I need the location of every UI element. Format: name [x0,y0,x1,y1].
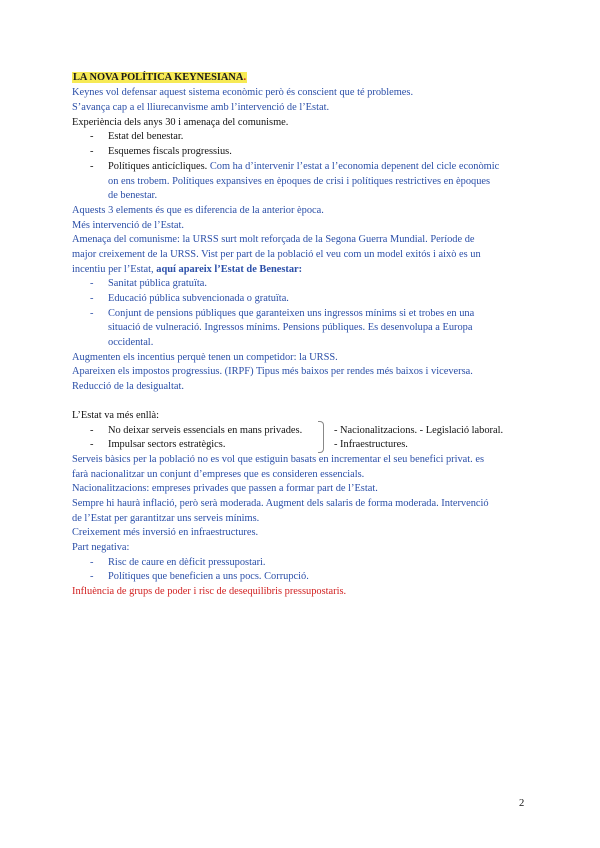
section-title [72,71,247,86]
paragraph-line: Serveis bàsics per la població no es vol que estiguin basats en incrementar el seu benefici privat. es [72,454,485,465]
list-item: No deixar serveis essencials en mans privades. [108,425,303,436]
list-item-continuation: situació de vulneració. Ingressos mínims. Pensions públiques. Es desenvolupa a Europa [108,322,473,333]
bullet-dash: - [90,439,94,450]
paragraph-line: L’Estat va més enllà: [72,410,160,421]
list-item: Risc de caure en dèficit pressupostari. [108,557,266,568]
paragraph-line: farà nacionalitzar un conjunt d’empreses que es consideren essencials. [72,469,365,480]
paragraph-line: Keynes vol defensar aquest sistema econòmic però és conscient que té problemes. [72,87,414,98]
paragraph-line: Experiència dels anys 30 i amenaça del comunisme. [72,117,289,128]
list-item: Polítiques que beneficien a uns pocs. Corrupció. [108,571,309,582]
title-dot: . [243,72,247,83]
list-item [108,160,499,175]
list-item: Sanitat pública gratuïta. [108,278,207,289]
paragraph-line: S’avança cap a el lliurecanvisme amb l’intervenció de l’Estat. [72,102,330,113]
paragraph-line: Aquests 3 elements és que es diferencia de la anterior època. [72,205,324,216]
paragraph-line [72,263,302,278]
list-item: Esquemes fiscals progressius. [108,146,232,157]
paragraph-line: Sempre hi haurà inflació, però serà moderada. Augment dels salaris de forma moderada. Intervenció [72,498,489,509]
bullet-dash: - [90,571,94,582]
page-number: 2 [519,798,525,809]
list-item-continuation: de benestar. [108,190,158,201]
title-text: LA NOVA POLÍTICA KEYNESIANA [73,72,244,83]
list-item: Impulsar sectors estratègics. [108,439,226,450]
brace-connector [318,421,324,453]
paragraph-line: de l’Estat per garantitzar uns serveis mínims. [72,513,260,524]
list-item: Educació pública subvencionada o gratuïta. [108,293,289,304]
list-item-right: - Nacionalitzacions. - Legislació laboral. [334,425,504,436]
paragraph-line: major creixement de la URSS. Vist per part de la població el veu com un model exitós i això es un [72,249,481,260]
paragraph-line: Més intervenció de l’Estat. [72,220,184,231]
list-item-text: Com ha d’intervenir l’estat a l’economia depenent del cicle econòmic [207,161,500,172]
bullet-dash: - [90,293,94,304]
list-item-continuation: occidental. [108,337,154,348]
paragraph-line: Creixement més inversió en infraestructures. [72,527,259,538]
bullet-dash: - [90,425,94,436]
list-item: Estat del benestar. [108,131,184,142]
paragraph-line: Nacionalitzacions: empreses privades que passen a formar part de l’Estat. [72,483,378,494]
paragraph-line: Augmenten els incentius perquè tenen un competidor: la URSS. [72,352,338,363]
paragraph-line: Reducció de la desigualtat. [72,381,184,392]
bullet-dash: - [90,308,94,319]
bullet-dash: - [90,146,94,157]
bullet-dash: - [90,557,94,568]
list-item-right: - Infraestructures. [334,439,408,450]
paragraph-line: Amenaça del comunisme: la URSS surt molt reforçada de la Segona Guerra Mundial. Període de [72,234,475,245]
list-item: Conjunt de pensions públiques que garanteixen uns ingressos mínims si et trobes en una [108,308,475,319]
bullet-dash: - [90,161,94,172]
list-item-continuation: on ens trobem. Polítiques expansives en èpoques de crisi i polítiques restrictives en èpoques [108,176,491,187]
paragraph-line: Influència de grups de poder i risc de desequilibris pressupostaris. [72,586,347,597]
bullet-dash: - [90,131,94,142]
bold-phrase: aquí apareix l’Estat de Benestar: [156,264,303,275]
bullet-dash: - [90,278,94,289]
list-item-lead: Polítiques anticícliques. [108,161,208,172]
paragraph-text: incentiu per l’Estat, [72,264,157,275]
paragraph-line: Apareixen els impostos progressius. (IRPF) Tipus més baixos per rendes més baixos i viceversa. [72,366,473,377]
paragraph-line: Part negativa: [72,542,130,553]
